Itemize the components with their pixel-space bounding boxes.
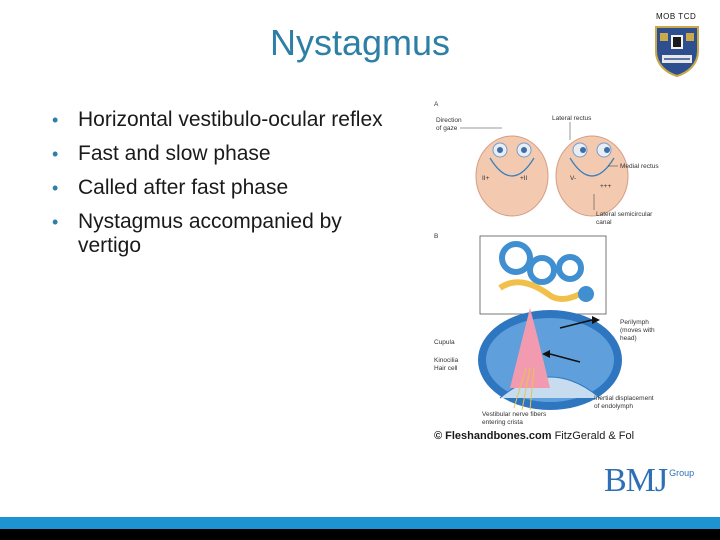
bmj-group-text: Group [669,468,695,478]
lateral-canal-label-2: canal [596,219,612,226]
kinocilia-label-1: Kinocilia [434,357,459,364]
vestibular-label-1: Vestibular nerve fibers [482,411,547,418]
bmj-wordmark: BMJ [604,462,668,499]
bullet-item: • Fast and slow phase [52,142,271,165]
footer-black-bar [0,529,720,540]
bullet-item: • Called after fast phase [52,176,289,199]
bullet-item: • Nystagmus accompanied by vertigo [52,210,342,257]
inertial-label-2: of endolymph [594,403,634,410]
svg-text:+++: +++ [600,183,612,190]
figure-credit [434,430,634,442]
inertial-label-1: Inertial displacement [594,395,654,402]
institution-tag: MOB TCD [656,12,697,21]
medial-rectus-label: Medial rectus [620,163,659,170]
cupula-label: Cupula [434,339,455,346]
kinocilia-label-2: Hair cell [434,365,458,372]
panel-b-label: B [434,233,439,240]
vestibular-label-2: entering crista [482,419,523,426]
bmj-group-logo [604,462,694,502]
head-right-illustration [556,136,628,216]
perilymph-label-3: head) [620,335,637,342]
bullet-list [52,108,392,268]
gaze-label-1: Direction [436,117,462,124]
vestibular-reflex-figure [430,98,692,444]
gaze-label-2: of gaze [436,125,458,132]
footer-blue-bar [0,517,720,529]
slide-title: Nystagmus [269,22,451,63]
svg-text:II+: II+ [482,175,490,182]
svg-text:+II: +II [520,175,528,182]
university-crest-logo [654,25,700,77]
bullet-dot: • [52,144,59,164]
lateral-rectus-label: Lateral rectus [552,115,592,122]
credit-author: FitzGerald & Fol [554,430,635,442]
perilymph-label-2: (moves with [620,327,655,334]
bullet-item: • Horizontal vestibulo-ocular reflex [52,108,383,131]
bullet-dot: • [52,212,59,232]
bullet-dot: • [52,178,59,198]
credit-site: © Fleshandbones.com [434,430,552,442]
perilymph-label-1: Perilymph [620,319,649,326]
bullet-dot: • [52,110,59,130]
panel-a-label: A [434,101,439,108]
svg-text:V-: V- [570,175,577,182]
head-left-illustration [476,136,548,216]
lateral-canal-label-1: Lateral semicircular [596,211,653,218]
